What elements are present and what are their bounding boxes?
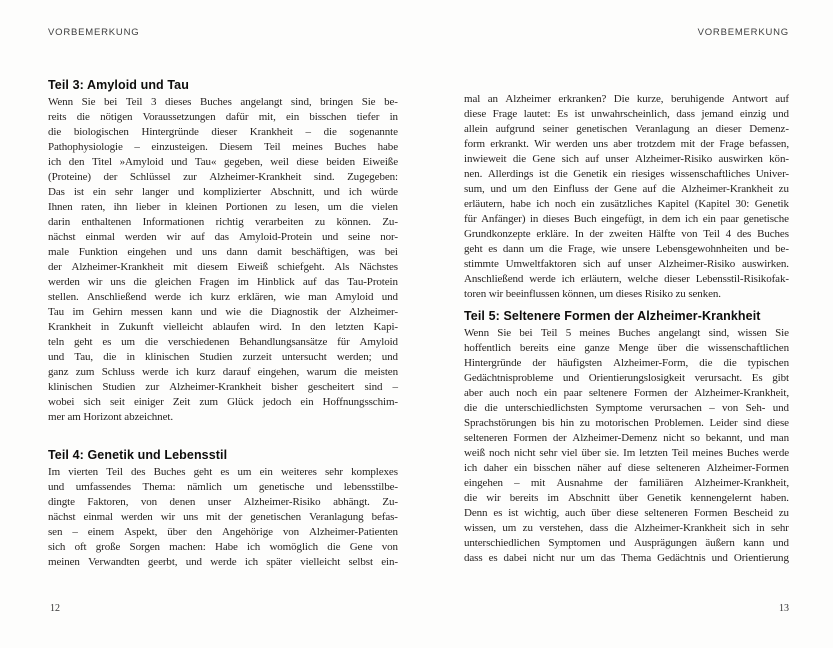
body-line: nen. Allerdings ist die Genetik ein riesiges wissenschaftliches Univer- xyxy=(464,168,789,180)
body-line: inwieweit die Gene sich auf unser Alzheimer-Risiko auswirken kön- xyxy=(464,153,789,165)
body-line: Krankheit in Zukunft vielleicht ablaufen wird. In den letzten Kapi- xyxy=(48,321,398,333)
body-line: wobei sich seit einiger Zeit zum Glück jedoch ein Hoffnungsschim- xyxy=(48,396,398,408)
body-line: mal an Alzheimer erkranken? Die kurze, beruhigende Antwort auf xyxy=(464,93,789,105)
body-line: für Anfänger) in dieses Buch eingefügt, in dem ich ein paar genetische xyxy=(464,213,789,225)
body-line: und Tau, die in klinischen Studien zurzeit untersucht werden; und xyxy=(48,351,398,363)
body-line: eingehen – mit Ausnahme der familiären Alzheimer-Krankheit, xyxy=(464,477,789,489)
body-line: darin enthaltenen Informationen richtig verarbeiten zu können. Zu- xyxy=(48,216,398,228)
body-line: Grundkonzepte erkläre. In der zweiten Hälfte von Teil 4 des Buches xyxy=(464,228,789,240)
body-line: ich den Titel »Amyloid und Tau« gegeben, weil diese beiden Eiweiße xyxy=(48,156,398,168)
body-line: Gedächtnisprobleme und Orientierungslosigkeit verursacht. Es gibt xyxy=(464,372,789,384)
body-line: hoffentlich bereits eine ganze Menge über die wissenschaftlichen xyxy=(464,342,789,354)
body-line: mer am Horizont abzeichnet. xyxy=(48,411,173,423)
body-line: die wir bereits im Abschnitt über Genetik kennengelernt haben. xyxy=(464,492,789,504)
body-line: meinen Verwandten geerbt, und werde ich später vielleicht selbst ein- xyxy=(48,556,398,568)
body-line: Das ist ein sehr langer und komplizierter Abschnitt, und ich würde xyxy=(48,186,398,198)
section-heading: Teil 3: Amyloid und Tau xyxy=(48,78,189,92)
body-line: Wenn Sie bei Teil 3 dieses Buches angelangt sind, bringen Sie be- xyxy=(48,96,398,108)
text-column-right xyxy=(464,92,789,566)
running-header-left: VORBEMERKUNG xyxy=(48,27,140,38)
body-line: allein aufgrund seiner genetischen Veranlagung an dieser Demenz- xyxy=(464,123,789,135)
body-line: dingte Faktoren, von denen unser Alzheimer-Risiko abhängt. Zu- xyxy=(48,496,398,508)
body-line: ganz zum Schluss werde ich kurz darauf eingehen, warum die meisten xyxy=(48,366,398,378)
body-line: nächst einmal werden wir uns mit der genetischen Veranlagung befas- xyxy=(48,511,398,523)
body-line: teln geht es um die verschiedenen Behandlungsansätze für Amyloid xyxy=(48,336,398,348)
section-heading: Teil 5: Seltenere Formen der Alzheimer-Krankheit xyxy=(464,309,761,323)
body-line: werden wir uns die gleichen Fragen im Hinblick auf das Tau-Protein xyxy=(48,276,398,288)
body-line: selteneren Formen der Alzheimer-Demenz nicht so bekannt, und man xyxy=(464,432,789,444)
running-header-right: VORBEMERKUNG xyxy=(697,27,789,38)
page-number-left: 12 xyxy=(50,603,60,614)
body-line: Pathophysiologie – einzusteigen. Diesem Teil meines Buches habe xyxy=(48,141,398,153)
body-line: klinischen Studien zur Alzheimer-Krankheit bisher gescheitert sind – xyxy=(48,381,398,393)
body-line: Anschließend werde ich erläutern, welche dieser Lebensstil-Risikofak- xyxy=(464,273,789,285)
body-line: nächst einmal werden wir auf das Amyloid-Protein und seine nor- xyxy=(48,231,398,243)
text-column-left xyxy=(48,77,398,570)
body-line: diese Frage lautet: Es ist unwahrscheinlich, dass jemand einzig und xyxy=(464,108,789,120)
body-line: Tau im Gehirn messen kann und wie die Diagnostik der Alzheimer- xyxy=(48,306,398,318)
body-line: stimmte Umweltfaktoren sich auf unser Alzheimer-Risiko auswirken. xyxy=(464,258,789,270)
body-line: sum, und um den Einfluss der Gene auf die Alzheimer-Krankheit zu xyxy=(464,183,789,195)
body-line: form erkrankt. Wir werden uns aber trotzdem mit der Frage befassen, xyxy=(464,138,789,150)
body-line: erläutern, habe ich noch ein zusätzliches Kapitel (Kapitel 30: Genetik xyxy=(464,198,789,210)
body-line: Wenn Sie bei Teil 5 meines Buches angelangt sind, wissen Sie xyxy=(464,327,789,339)
page-number-right: 13 xyxy=(779,603,789,614)
body-line: Sprachstörungen bis hin zu motorischen Problemen. Leider sind diese xyxy=(464,417,789,429)
body-line: aber auch noch ein paar seltenere Formen der Alzheimer-Krankheit, xyxy=(464,387,789,399)
body-line: die biologischen Hintergründe dieser Krankheit – die sogenannte xyxy=(48,126,398,138)
body-line: sich oft große Sorgen machen: Habe ich womöglich die Gene von xyxy=(48,541,398,553)
body-line: ich daher ein bisschen näher auf diese selteneren Alzheimer-Formen xyxy=(464,462,789,474)
section-heading: Teil 4: Genetik und Lebensstil xyxy=(48,448,228,462)
body-line: reits die nötigen Voraussetzungen dafür mit, ein bisschen tiefer in xyxy=(48,111,398,123)
body-line: Denn es ist wichtig, auch über diese selteneren Formen Bescheid zu xyxy=(464,507,789,519)
body-line: geht es dann um die Frage, wie unsere Lebensgewohnheiten und be- xyxy=(464,243,789,255)
body-line: Im vierten Teil des Buches geht es um ein weiteres sehr komplexes xyxy=(48,466,398,478)
body-line: wissen, um zu verstehen, dass die Alzheimer-Krankheit sich in sehr xyxy=(464,522,789,534)
body-line: der Alzheimer-Krankheit mit diesem Eiweiß schiefgeht. Als Nächstes xyxy=(48,261,398,273)
body-line: stellen. Anschließend werde ich kurz erklären, wie man Amyloid und xyxy=(48,291,398,303)
body-line: toren wir beeinflussen können, um dieses Risiko zu senken. xyxy=(464,288,721,300)
body-line: unterschiedlichen Symptomen und Ausprägungen äußern kann und xyxy=(464,537,789,549)
page-left xyxy=(48,27,398,570)
body-line: die die unterschiedlichsten Symptome verursachen – von Seh- und xyxy=(464,402,789,414)
body-line: und umfassendes Thema: nämlich um genetische und lebensstilbe- xyxy=(48,481,398,493)
body-line: weiß noch nicht sehr viel über sie. Im letzten Teil meines Buches werde xyxy=(464,447,789,459)
body-line: (Proteine) der Schlüssel zur Alzheimer-Krankheit sind. Zugegeben: xyxy=(48,171,398,183)
body-line: Ihnen raten, ihn lieber in kleinen Portionen zu lesen, um die vielen xyxy=(48,201,398,213)
body-line: male Funktion eingehen und uns dann damit beschäftigen, was bei xyxy=(48,246,398,258)
page-right xyxy=(464,27,789,566)
body-line: dass es dabei nicht nur um das Thema Gedächtnis und Orientierung xyxy=(464,552,789,564)
body-line: Hintergründe der häufigsten Alzheimer-Form, die die typischen xyxy=(464,357,789,369)
body-line: sen – einem Aspekt, über den Angehörige von Alzheimer-Patienten xyxy=(48,526,398,538)
